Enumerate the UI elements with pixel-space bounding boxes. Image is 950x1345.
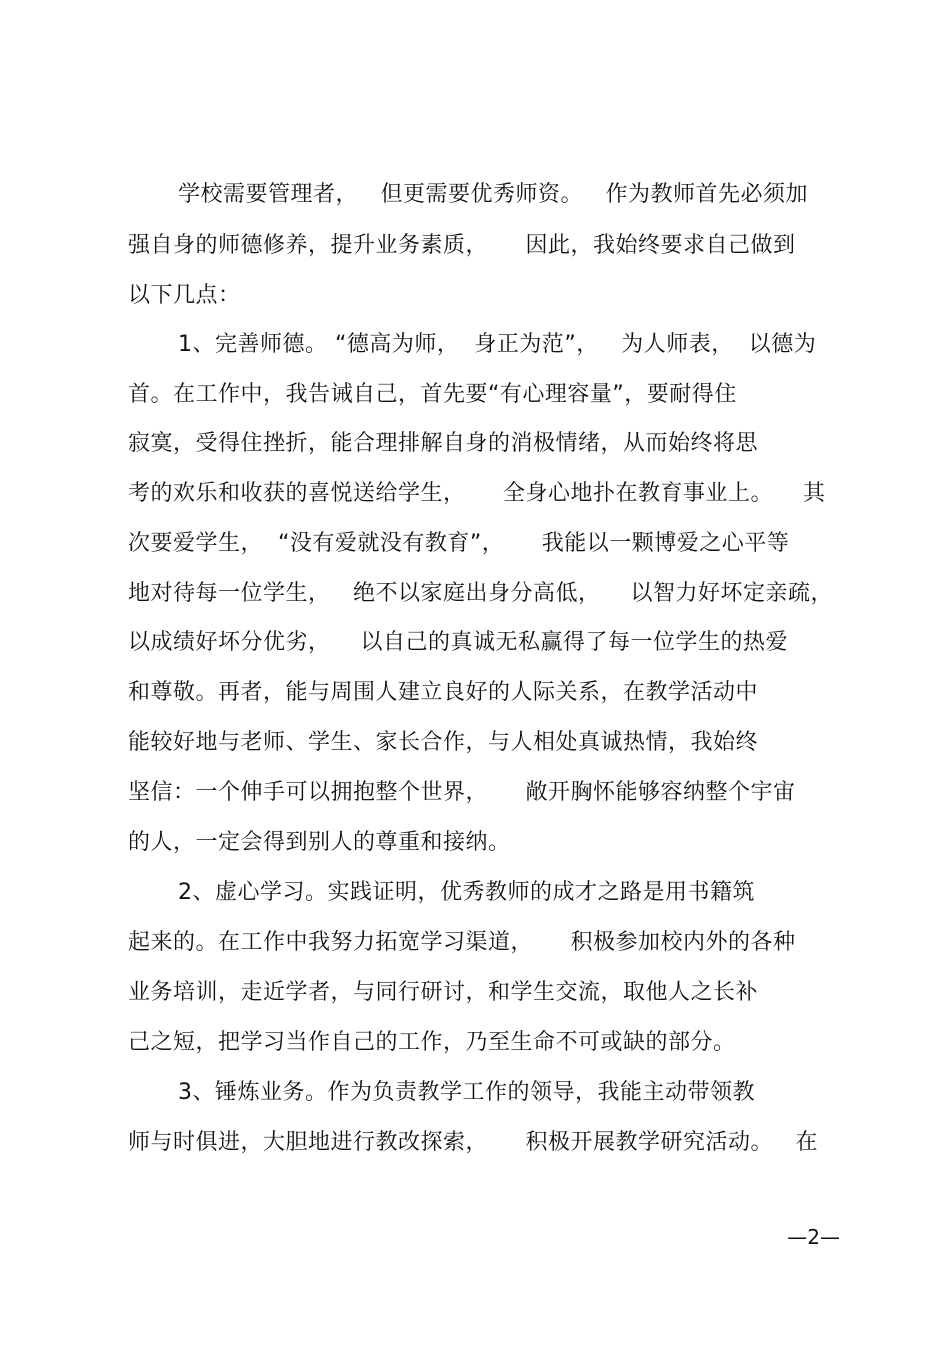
paragraph-line: 1、完善师德。 “德高为师， 身正为范”， 为人师表， 以德为 [178, 332, 817, 357]
paragraph-line: 首。在工作中，我告诫自己，首先要“有心理容量”，要耐得住 [128, 382, 737, 407]
paragraph-line: 3、锤炼业务。作为负责教学工作的领导，我能主动带领教 [178, 1080, 755, 1105]
paragraph-line: 起来的。在工作中我努力拓宽学习渠道， 积极参加校内外的各种 [128, 930, 796, 955]
paragraph-line: 强自身的师德修养，提升业务素质， 因此，我始终要求自己做到 [128, 233, 796, 258]
paragraph-line: 以下几点： [128, 283, 241, 308]
paragraph-line: 业务培训，走近学者，与同行研讨，和学生交流，取他人之长补 [128, 980, 759, 1005]
paragraph-line: 次要爱学生， “没有爱就没有教育”， 我能以一颗博爱之心平等 [128, 531, 790, 556]
paragraph-line: 师与时俱进，大胆地进行教改探索， 积极开展教学研究活动。 在 [128, 1130, 818, 1155]
paragraph-line: 地对待每一位学生， 绝不以家庭出身分高低， 以智力好坏定亲疏， [128, 581, 833, 606]
paragraph-line: 学校需要管理者， 但更需要优秀师资。 作为教师首先必须加 [178, 182, 808, 207]
page-number: —2— [787, 1225, 840, 1249]
paragraph-line: 坚信：一个伸手可以拥抱整个世界， 敞开胸怀能够容纳整个宇宙 [128, 780, 796, 805]
paragraph-line: 己之短，把学习当作自己的工作，乃至生命不可或缺的部分。 [128, 1030, 736, 1055]
paragraph-line: 寂寞，受得住挫折，能合理排解自身的消极情绪，从而始终将思 [128, 431, 759, 456]
paragraph-line: 的人，一定会得到别人的尊重和接纳。 [128, 830, 511, 855]
paragraph-line: 2、虚心学习。实践证明，优秀教师的成才之路是用书籍筑 [178, 880, 755, 905]
paragraph-line: 以成绩好坏分优劣， 以自己的真诚无私赢得了每一位学生的热爱 [128, 630, 788, 655]
paragraph-line: 能较好地与老师、学生、家长合作，与人相处真诚热情，我始终 [128, 730, 759, 755]
paragraph-line: 和尊敬。再者，能与周围人建立良好的人际关系，在教学活动中 [128, 680, 759, 705]
paragraph-line: 考的欢乐和收获的喜悦送给学生， 全身心地扑在教育事业上。 其 [128, 481, 826, 506]
